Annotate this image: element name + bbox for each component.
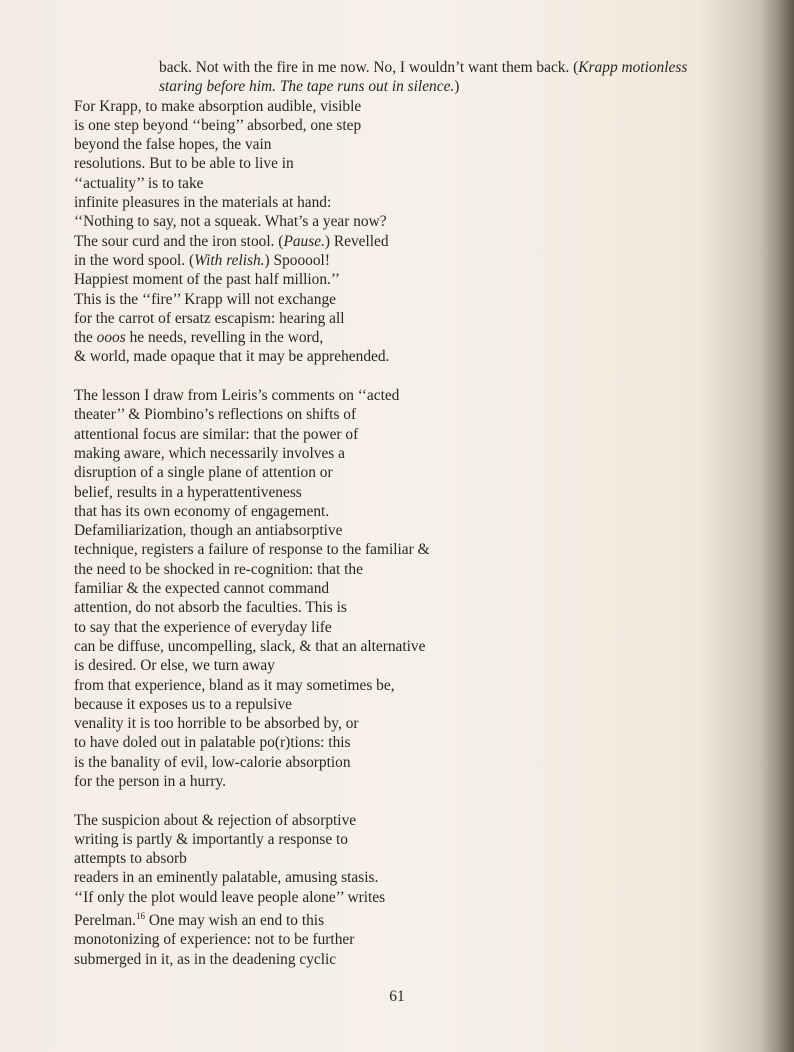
text-line: familiar & the expected cannot command bbox=[74, 580, 330, 598]
text-line: in the word spool. (With relish.) Spooool! bbox=[74, 251, 330, 269]
text-line: is desired. Or else, we turn away bbox=[74, 657, 275, 675]
text-line: the need to be shocked in re-cognition: that the bbox=[74, 560, 363, 578]
page-text bbox=[74, 58, 754, 969]
quote-line: back. Not with the fire in me now. No, I wouldn’t want them back. (Krapp motionless bbox=[159, 59, 688, 76]
text-line: & world, made opaque that it may be apprehended. bbox=[74, 348, 390, 366]
text-line: ‘‘Nothing to say, not a squeak. What’s a year now? bbox=[74, 213, 387, 231]
text-line: writing is partly & importantly a response to bbox=[74, 830, 348, 848]
text-line: ‘‘actuality’’ is to take bbox=[74, 174, 204, 192]
text-line: to say that the experience of everyday life bbox=[74, 618, 332, 636]
text-line: Happiest moment of the past half million.’’ bbox=[74, 271, 340, 289]
text-line: ‘‘If only the plot would leave people alone’’ writes bbox=[74, 888, 386, 906]
text-line: beyond the false hopes, the vain bbox=[74, 136, 272, 154]
text-line: for the person in a hurry. bbox=[74, 772, 227, 790]
text-line: Perelman.$^{16}$ One may wish an end to this bbox=[74, 911, 325, 930]
text-line: venality it is too horrible to be absorbed by, or bbox=[74, 715, 359, 733]
text-line: The sour curd and the iron stool. (Pause.) Revelled bbox=[74, 232, 389, 250]
text-line: The suspicion about & rejection of absorptive bbox=[74, 811, 357, 829]
text-line: that has its own economy of engagement. bbox=[74, 502, 330, 520]
text-line: is the banality of evil, low-calorie absorption bbox=[74, 753, 351, 771]
paragraph bbox=[74, 811, 754, 970]
text-line: attention, do not absorb the faculties. This is bbox=[74, 599, 347, 617]
text-line: attentional focus are similar: that the power of bbox=[74, 425, 359, 443]
text-line: This is the ‘‘fire’’ Krapp will not exchange bbox=[74, 290, 336, 308]
text-line: technique, registers a failure of response to the familiar & bbox=[74, 541, 430, 559]
text-line: making aware, which necessarily involves a bbox=[74, 444, 345, 462]
text-line: from that experience, bland as it may sometimes be, bbox=[74, 676, 395, 694]
quote-line: staring before him. The tape runs out in silence.) bbox=[159, 78, 460, 96]
paragraph bbox=[74, 386, 754, 791]
text-line: theater’’ & Piombino’s reflections on shifts of bbox=[74, 406, 357, 424]
book-spine-shadow bbox=[760, 0, 794, 1052]
body-paragraphs bbox=[74, 97, 754, 969]
text-line: For Krapp, to make absorption audible, visible bbox=[74, 97, 362, 115]
text-line: attempts to absorb bbox=[74, 850, 187, 868]
text-line: because it exposes us to a repulsive bbox=[74, 695, 292, 713]
text-line: submerged in it, as in the deadening cyclic bbox=[74, 950, 337, 968]
text-line: can be diffuse, uncompelling, slack, & that an alternative bbox=[74, 637, 426, 655]
quote-block bbox=[159, 58, 754, 97]
text-line: monotonizing of experience: not to be further bbox=[74, 931, 355, 949]
text-line: for the carrot of ersatz escapism: hearing all bbox=[74, 309, 345, 327]
text-line: resolutions. But to be able to live in bbox=[74, 155, 294, 173]
text-line: Defamiliarization, though an antiabsorptive bbox=[74, 522, 343, 540]
text-line: belief, results in a hyperattentiveness bbox=[74, 483, 302, 501]
text-line: readers in an eminently palatable, amusing stasis. bbox=[74, 869, 379, 887]
text-line: is one step beyond ‘‘being’’ absorbed, one step bbox=[74, 116, 362, 134]
text-line: The lesson I draw from Leiris’s comments on ‘‘acted bbox=[74, 387, 400, 405]
text-line: infinite pleasures in the materials at hand: bbox=[74, 194, 332, 212]
text-line: disruption of a single plane of attention or bbox=[74, 464, 333, 482]
paragraph bbox=[74, 97, 754, 367]
text-line: to have doled out in palatable po(r)tions: this bbox=[74, 734, 351, 752]
page-number: 61 bbox=[389, 988, 405, 1005]
text-line: the ooos he needs, revelling in the word, bbox=[74, 329, 324, 347]
